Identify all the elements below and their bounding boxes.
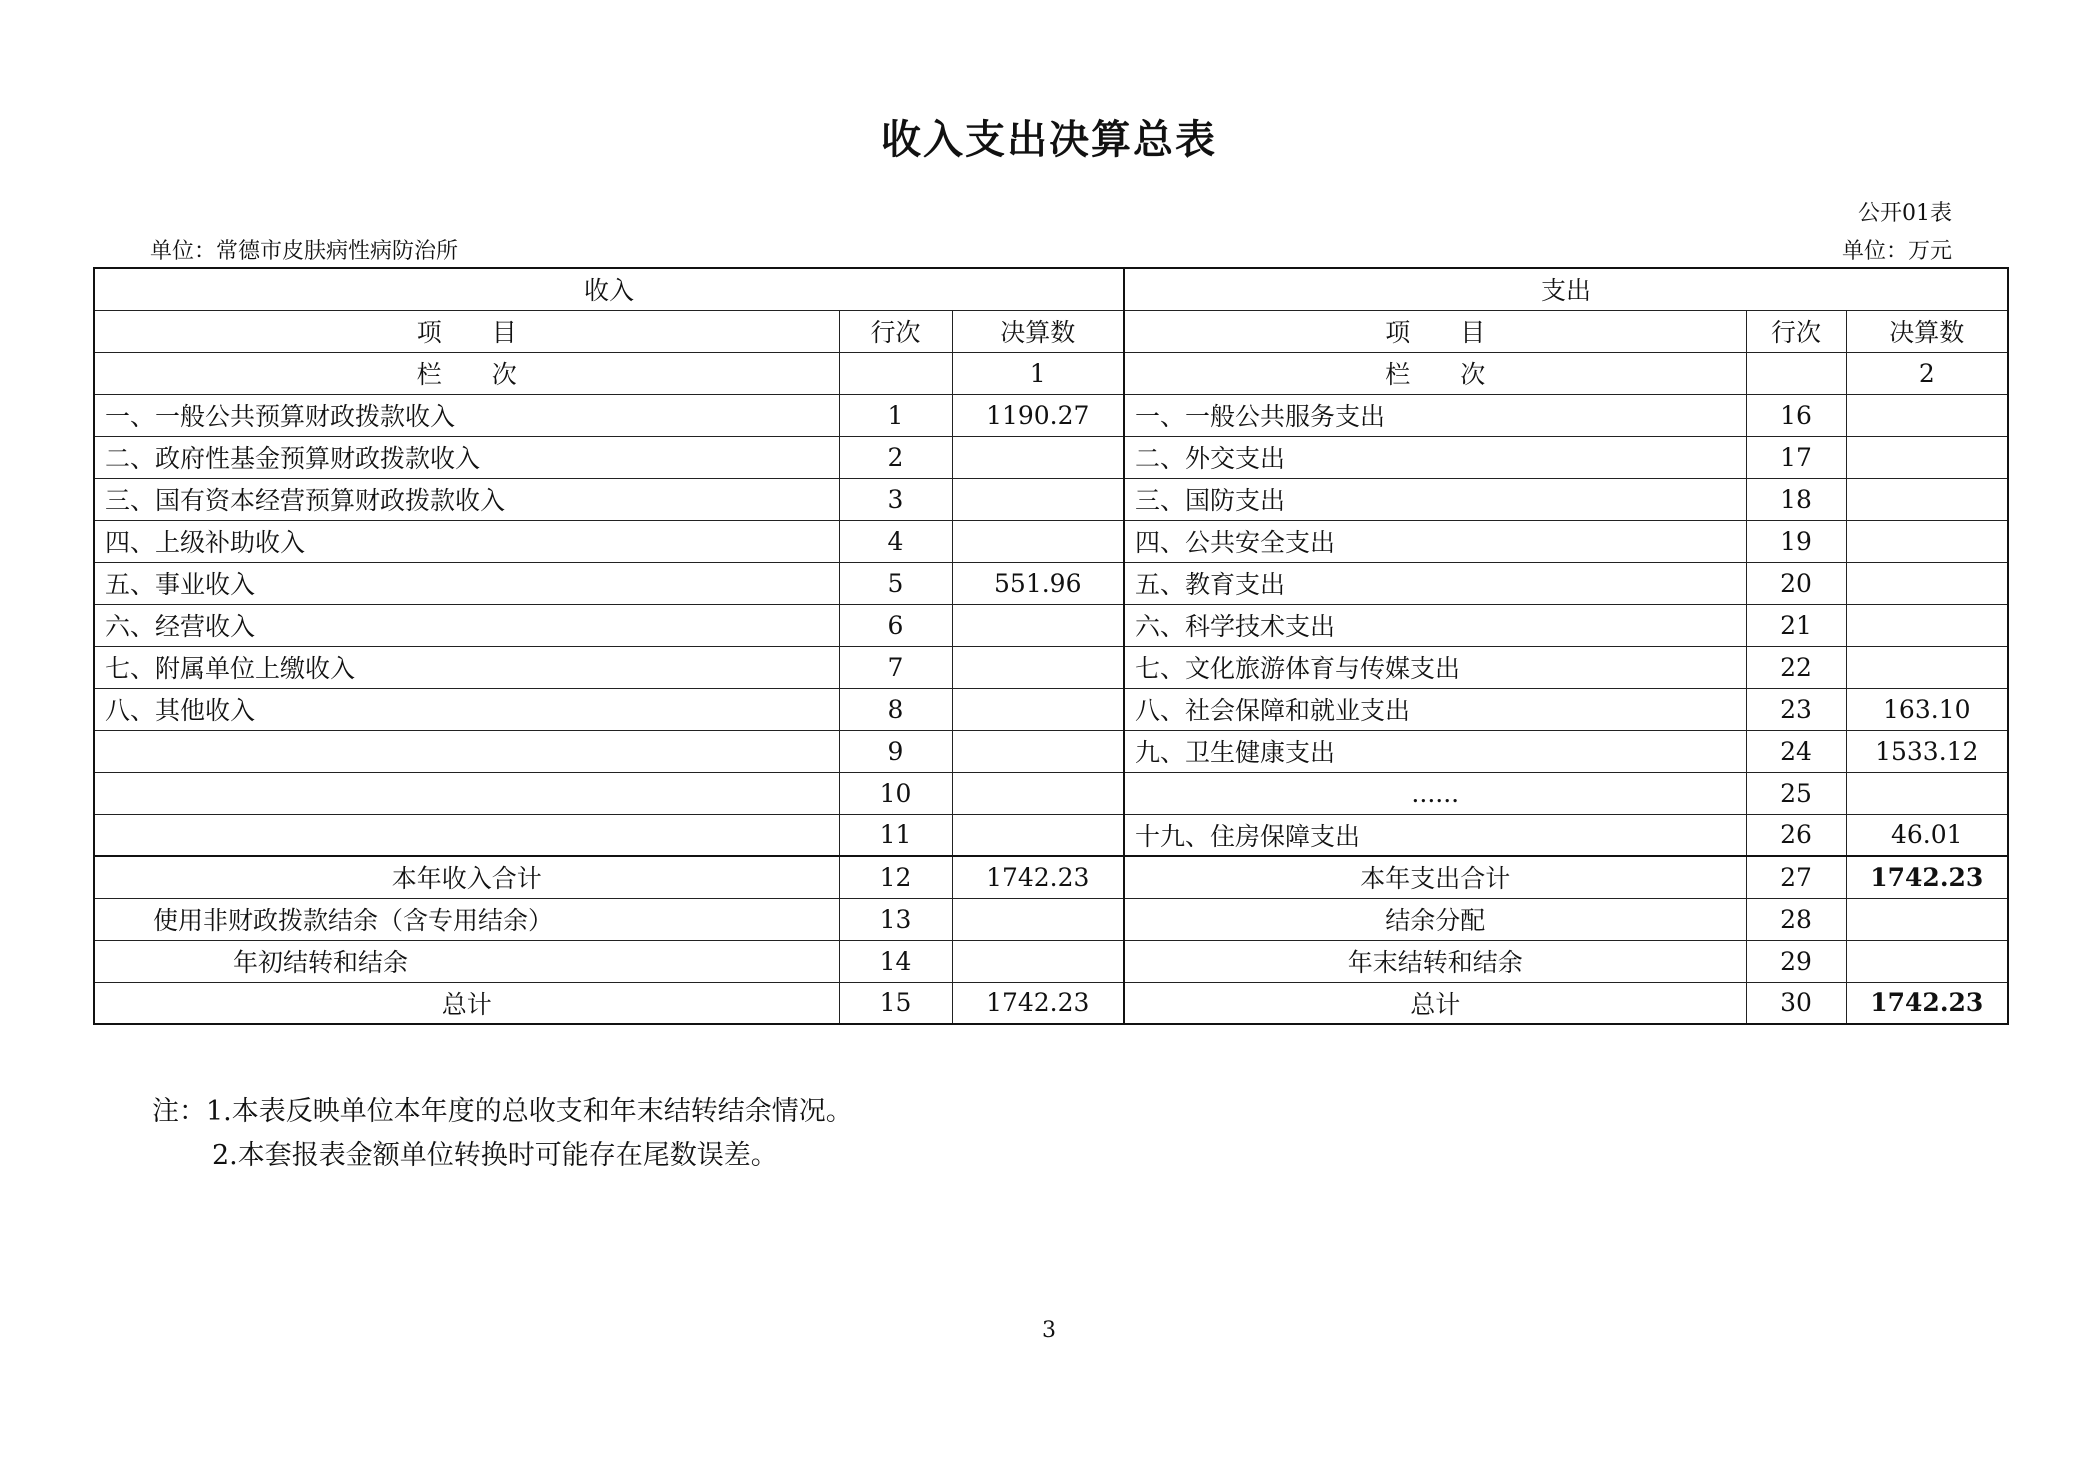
column-index-row [94,352,2008,394]
income-row-number: 5 [839,562,952,604]
income-total-amount: 1742.23 [952,856,1124,898]
note-1: 注：1.本表反映单位本年度的总收支和年末结转结余情况。 [152,1096,853,1127]
income-row-number: 1 [839,394,952,436]
income-total-amount [952,940,1124,982]
table-row [94,688,2008,730]
expense-amount: 46.01 [1846,814,2008,856]
income-total-row-number: 13 [839,898,952,940]
income-amount: 1190.27 [952,394,1124,436]
page-number: 3 [1042,1318,1056,1343]
income-total-row-number: 15 [839,982,952,1024]
expense-total-row-number: 27 [1746,856,1846,898]
expense-row-number: 24 [1746,730,1846,772]
income-amount-header: 决算数 [952,310,1124,352]
income-total-amount [952,898,1124,940]
income-section-header: 收入 [94,268,1124,310]
income-item: 三、国有资本经营预算财政拨款收入 [94,478,839,520]
expense-row-number: 17 [1746,436,1846,478]
total-row [94,940,2008,982]
income-item [94,814,839,856]
expense-item-header: 项 目 [1124,310,1746,352]
expense-amount: 1533.12 [1846,730,2008,772]
income-row-header: 行次 [839,310,952,352]
expense-item: 四、公共安全支出 [1124,520,1746,562]
income-item: 八、其他收入 [94,688,839,730]
income-item: 七、附属单位上缴收入 [94,646,839,688]
section-header-row [94,268,2008,310]
expense-row-number: 16 [1746,394,1846,436]
income-total-row-number: 14 [839,940,952,982]
expense-item: 八、社会保障和就业支出 [1124,688,1746,730]
expense-row-number: 25 [1746,772,1846,814]
expense-total-amount: 1742.23 [1846,856,2008,898]
expense-item: 二、外交支出 [1124,436,1746,478]
table-row [94,394,2008,436]
expense-total-item: 总计 [1124,982,1746,1024]
income-amount [952,436,1124,478]
income-amount [952,730,1124,772]
notes [152,1090,853,1178]
expense-total-amount [1846,898,2008,940]
income-row-number: 9 [839,730,952,772]
expense-row-number: 20 [1746,562,1846,604]
income-row-number: 11 [839,814,952,856]
expense-total-item: 年末结转和结余 [1124,940,1746,982]
total-row [94,982,2008,1024]
income-row-number: 3 [839,478,952,520]
page-title: 收入支出决算总表 [881,117,1217,163]
income-total-item: 使用非财政拨款结余（含专用结余） [94,898,839,940]
expense-item: 九、卫生健康支出 [1124,730,1746,772]
expense-item: 五、教育支出 [1124,562,1746,604]
income-item-header: 项 目 [94,310,839,352]
income-row-number: 7 [839,646,952,688]
table-row [94,604,2008,646]
income-amount: 551.96 [952,562,1124,604]
table-row [94,772,2008,814]
income-item: 六、经营收入 [94,604,839,646]
income-item: 二、政府性基金预算财政拨款收入 [94,436,839,478]
note-2: 2.本套报表金额单位转换时可能存在尾数误差。 [212,1140,778,1171]
income-index-value: 1 [952,352,1124,394]
total-row [94,898,2008,940]
income-row-number: 4 [839,520,952,562]
expense-row-number: 23 [1746,688,1846,730]
expense-amount [1846,520,2008,562]
budget-summary-table [93,267,2009,1025]
table-row [94,520,2008,562]
income-item: 四、上级补助收入 [94,520,839,562]
income-total-item: 年初结转和结余 [94,940,839,982]
expense-item: 一、一般公共服务支出 [1124,394,1746,436]
expense-amount [1846,562,2008,604]
expense-amount [1846,646,2008,688]
expense-item: 六、科学技术支出 [1124,604,1746,646]
income-index-blank [839,352,952,394]
income-row-number: 10 [839,772,952,814]
expense-row-header: 行次 [1746,310,1846,352]
form-code: 公开01表 [1858,201,1952,226]
expense-amount [1846,394,2008,436]
expense-amount-header: 决算数 [1846,310,2008,352]
total-row [94,856,2008,898]
income-row-number: 6 [839,604,952,646]
table-row [94,646,2008,688]
expense-total-item: 结余分配 [1124,898,1746,940]
column-header-row [94,310,2008,352]
income-amount [952,688,1124,730]
income-item: 五、事业收入 [94,562,839,604]
income-total-item: 总计 [94,982,839,1024]
income-total-amount: 1742.23 [952,982,1124,1024]
expense-item: 七、文化旅游体育与传媒支出 [1124,646,1746,688]
expense-item: ...... [1124,772,1746,814]
income-index-label: 栏 次 [94,352,839,394]
income-amount [952,772,1124,814]
expense-total-row-number: 28 [1746,898,1846,940]
expense-row-number: 19 [1746,520,1846,562]
expense-row-number: 26 [1746,814,1846,856]
expense-section-header: 支出 [1124,268,2008,310]
table-row [94,478,2008,520]
income-amount [952,814,1124,856]
expense-total-row-number: 29 [1746,940,1846,982]
expense-amount [1846,478,2008,520]
expense-item: 三、国防支出 [1124,478,1746,520]
expense-total-amount [1846,940,2008,982]
expense-amount [1846,604,2008,646]
income-item [94,730,839,772]
income-total-item: 本年收入合计 [94,856,839,898]
table-row [94,814,2008,856]
currency-unit: 单位：万元 [1841,239,1952,264]
expense-total-item: 本年支出合计 [1124,856,1746,898]
expense-row-number: 22 [1746,646,1846,688]
income-amount [952,604,1124,646]
income-amount [952,520,1124,562]
income-item: 一、一般公共预算财政拨款收入 [94,394,839,436]
expense-index-blank [1746,352,1846,394]
table-row [94,562,2008,604]
table-row [94,730,2008,772]
income-amount [952,646,1124,688]
expense-row-number: 18 [1746,478,1846,520]
expense-index-label: 栏 次 [1124,352,1746,394]
table-row [94,436,2008,478]
expense-total-amount: 1742.23 [1846,982,2008,1024]
expense-amount [1846,436,2008,478]
income-item [94,772,839,814]
expense-index-value: 2 [1846,352,2008,394]
income-row-number: 2 [839,436,952,478]
expense-row-number: 21 [1746,604,1846,646]
expense-amount [1846,772,2008,814]
reporting-unit: 单位：常德市皮肤病性病防治所 [150,239,459,264]
expense-amount: 163.10 [1846,688,2008,730]
income-amount [952,478,1124,520]
expense-total-row-number: 30 [1746,982,1846,1024]
income-row-number: 8 [839,688,952,730]
expense-item: 十九、住房保障支出 [1124,814,1746,856]
income-total-row-number: 12 [839,856,952,898]
